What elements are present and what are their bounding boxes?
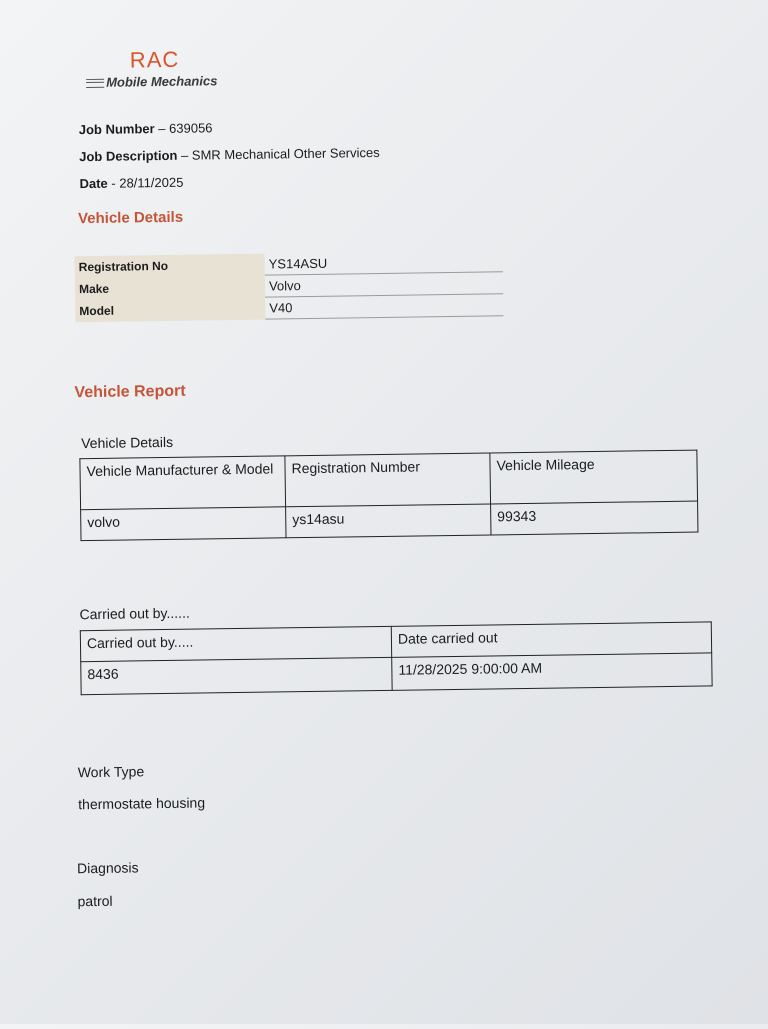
model-value: V40 (265, 294, 503, 319)
work-type-value: thermostate housing (78, 794, 206, 813)
column-header: Carried out by..... (80, 626, 391, 661)
table-cell: 99343 (491, 501, 698, 535)
vehicle-details-heading: Vehicle Details (77, 208, 184, 228)
rac-logo (106, 46, 218, 90)
work-type-label: Work Type (77, 763, 145, 781)
make-value: Volvo (265, 272, 503, 297)
job-date-label: Date (79, 175, 108, 192)
job-date-value: - 28/11/2025 (107, 174, 184, 191)
make-label: Make (75, 275, 265, 300)
registration-value: YS14ASU (265, 250, 503, 275)
table-cell: 8436 (81, 657, 392, 694)
table-cell: volvo (81, 507, 286, 541)
job-number-label: Job Number (78, 121, 155, 138)
diagnosis-value: patrol (77, 892, 113, 910)
logo-brand: RAC (129, 46, 180, 73)
job-date (79, 175, 183, 191)
job-description (79, 145, 380, 164)
vehicle-report-table (79, 450, 698, 542)
vehicle-details-table (75, 250, 504, 322)
vehicle-report-heading: Vehicle Report (74, 382, 186, 402)
column-header: Vehicle Manufacturer & Model (80, 456, 286, 510)
column-header: Date carried out (391, 622, 711, 657)
table-cell: 11/28/2025 9:00:00 AM (392, 653, 712, 690)
carried-out-table (80, 621, 713, 695)
carried-out-subheading: Carried out by...... (79, 604, 190, 623)
job-number-value: – 639056 (154, 120, 213, 137)
registration-label: Registration No (75, 254, 265, 278)
report-subheading: Vehicle Details (81, 433, 174, 452)
job-description-label: Job Description (79, 147, 178, 165)
speed-lines-icon (86, 79, 104, 88)
column-header: Registration Number (285, 453, 491, 507)
logo-subtitle-text: Mobile Mechanics (106, 73, 218, 90)
table-row (75, 294, 503, 322)
model-label: Model (75, 297, 265, 322)
column-header: Vehicle Mileage (490, 450, 698, 504)
diagnosis-label: Diagnosis (77, 859, 139, 877)
table-header-row (80, 450, 698, 510)
table-cell: ys14asu (286, 504, 491, 538)
logo-subtitle (86, 73, 217, 90)
job-description-value: – SMR Mechanical Other Services (177, 144, 380, 163)
job-number (79, 120, 213, 137)
